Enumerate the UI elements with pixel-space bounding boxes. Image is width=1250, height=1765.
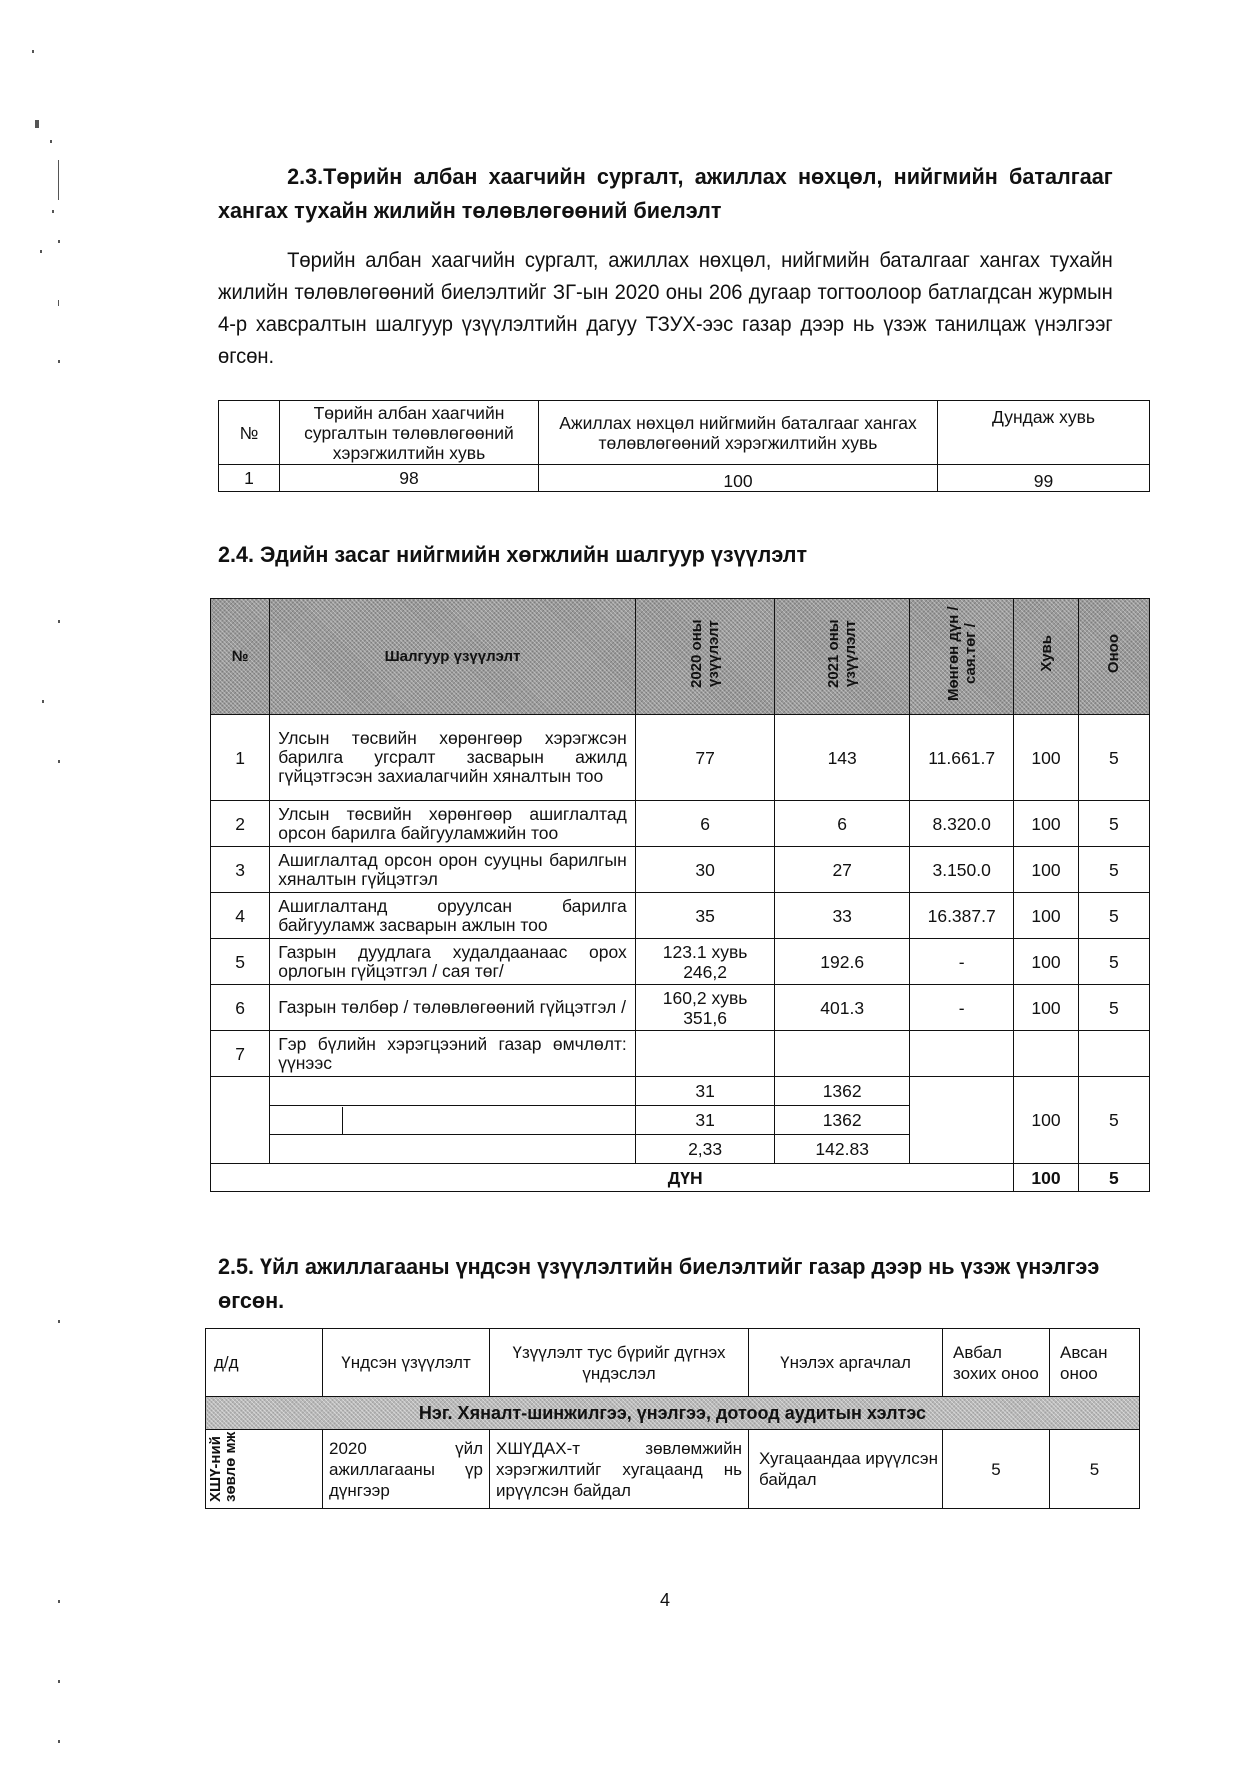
- header-2020-text: 2020 оны үзүүлэлт: [688, 619, 723, 688]
- cell-score: [1078, 1031, 1149, 1077]
- cell-2021: 401.3: [775, 985, 910, 1031]
- department-band: Нэг. Хяналт-шинжилгээ, үнэлгээ, дотоод аудитын хэлтэс: [206, 1397, 1140, 1430]
- cell-pct: 100: [1014, 847, 1078, 893]
- cell-no: 3: [211, 847, 270, 893]
- cell-2021: 143: [775, 715, 910, 801]
- cell-no: 6: [211, 985, 270, 1031]
- table-row: [206, 1430, 1140, 1509]
- cell-score: 5: [1078, 1077, 1149, 1164]
- cell-amount: 8.320.0: [909, 801, 1013, 847]
- cell-2020-line2: 351,6: [683, 1007, 727, 1028]
- table-row: [211, 939, 1150, 985]
- header-training-pct: Төрийн албан хаагчийн сургалтын төлөвлөгөөний хэрэгжилтийн хувь: [280, 401, 539, 465]
- training-conditions-table: [218, 400, 1150, 492]
- activity-indicators-table: [205, 1328, 1140, 1509]
- cell-criterion: Улсын төсвийн хөрөнгөөр хэрэгжсэн барилга угсралт засварын ажилд гүйцэтгэсэн захиалагчийн хяналтын тоо: [270, 715, 636, 801]
- cell-criterion: Гэр бүлийн хэрэгцээний газар өмчлөлт: үүнээс: [270, 1031, 636, 1077]
- table-row: [211, 893, 1150, 939]
- header-average-pct: Дундаж хувь: [938, 401, 1150, 465]
- scan-margin-artifacts: [30, 40, 60, 1740]
- total-score: 5: [1078, 1164, 1149, 1192]
- cell-amount: 16.387.7: [909, 893, 1013, 939]
- cell-pct: 100: [1014, 715, 1078, 801]
- header-amount: [909, 599, 1013, 715]
- header-score: [1078, 599, 1149, 715]
- header-score-text: Оноо: [1105, 633, 1123, 674]
- total-pct: 100: [1014, 1164, 1078, 1192]
- cell-2020-line1: 160,2 хувь: [662, 987, 748, 1008]
- cell-amount-empty: [909, 1077, 1013, 1164]
- section-2-3-paragraph-text: Төрийн албан хаагчийн сургалт, ажиллах нөхцөл, нийгмийн баталгааг хангах тухайн жилийн төлөвлөгөөний биелэлтийг ЗГ-ын 2020 оны 206 дугаар тогтоолоор батлагдсан журмын 4-р хавсралтын шалгуур үзүүлэлтийн дагуу ТЗУХ-ээс газар дээр нь үзэж танилцаж үнэлгээг өгсөн.: [218, 249, 1113, 368]
- table-subrow: [211, 1077, 1150, 1106]
- cell-2020: 31: [635, 1106, 775, 1135]
- table-row: [211, 847, 1150, 893]
- cell-basis: ХШҮДАХ-т зөвлөмжийн хэрэгжилтийг хугацаанд нь ирүүлсэн байдал: [490, 1430, 749, 1509]
- cell-criterion: Газрын дуудлага худалдаанаас орох орлогын гүйцэтгэл / сая төг/: [270, 939, 636, 985]
- cell-score: 5: [1078, 715, 1149, 801]
- header-pct: [1014, 599, 1078, 715]
- cell-pct: 100: [1014, 801, 1078, 847]
- cell-2020: 30: [635, 847, 775, 893]
- header-method: Үнэлэх аргачлал: [749, 1329, 943, 1397]
- cell-score: 5: [1078, 985, 1149, 1031]
- cell-pct: 100: [1014, 1077, 1078, 1164]
- cell-2021: [775, 1031, 910, 1077]
- cell-criterion: Газрын төлбөр / төлөвлөгөөний гүйцэтгэл /: [270, 985, 636, 1031]
- table-header-row: [211, 599, 1150, 715]
- section-2-4-heading: 2.4. Эдийн засаг нийгмийн хөгжлийн шалгуур үзүүлэлт: [218, 542, 808, 567]
- cell-side-label: [206, 1430, 323, 1509]
- cell-2020-line2: 246,2: [683, 961, 727, 982]
- header-basis: Үзүүлэлт тус бүрийг дүгнэх үндэслэл: [490, 1329, 749, 1397]
- cell-criterion-empty: [270, 1106, 636, 1135]
- cell-2020-line1: 123.1 хувь: [662, 941, 748, 962]
- cell-method: Хугацаандаа ирүүлсэн байдал: [749, 1430, 943, 1509]
- cell-2021: 1362: [775, 1077, 910, 1106]
- table-header-row: [219, 401, 1150, 465]
- cell-criterion-empty: [270, 1077, 636, 1106]
- side-label-text: ХШҮ-ний зөвлө мж: [207, 1431, 239, 1502]
- header-no-text: №: [231, 647, 249, 665]
- cell-score: 5: [1078, 893, 1149, 939]
- table-header-row: [206, 1329, 1140, 1397]
- cell-2020: [635, 985, 775, 1031]
- cell-conditions-pct: 100: [539, 465, 938, 492]
- header-no: д/д: [206, 1329, 323, 1397]
- cell-2020: 2,33: [635, 1135, 775, 1164]
- cell-amount: 11.661.7: [909, 715, 1013, 801]
- cell-2021: 6: [775, 801, 910, 847]
- cell-2020: 35: [635, 893, 775, 939]
- cell-average-pct: 99: [938, 465, 1150, 492]
- header-no: [211, 599, 270, 715]
- header-pct-text: Хувь: [1037, 635, 1055, 672]
- cell-score: 5: [1050, 1430, 1140, 1509]
- page-number: 4: [660, 1590, 671, 1610]
- cell-amount: -: [909, 939, 1013, 985]
- cell-2021: 192.6: [775, 939, 910, 985]
- cell-score: 5: [1078, 939, 1149, 985]
- header-amount-text: Мөнгөн дүн / сая.төг /: [944, 606, 979, 701]
- cell-no: 5: [211, 939, 270, 985]
- section-2-3-heading-text: 2.3.Төрийн албан хаагчийн сургалт, ажиллах нөхцөл, нийгмийн баталгааг хангах тухайн жилийн төлөвлөгөөний биелэлт: [218, 164, 1113, 223]
- header-score: Авсан оноо: [1050, 1329, 1140, 1397]
- department-band-row: [206, 1397, 1140, 1430]
- table-row: [211, 1031, 1150, 1077]
- table-row: [211, 985, 1150, 1031]
- total-row: [211, 1164, 1150, 1192]
- section-2-3-heading: [218, 160, 1113, 228]
- header-max-score: Авбал зохих оноо: [943, 1329, 1050, 1397]
- cell-criterion: Улсын төсвийн хөрөнгөөр ашиглалтад орсон барилга байгууламжийн тоо: [270, 801, 636, 847]
- cell-2021: 33: [775, 893, 910, 939]
- header-indicator: Үндсэн үзүүлэлт: [323, 1329, 490, 1397]
- total-label: ДҮН: [211, 1164, 1014, 1192]
- cell-no: 7: [211, 1031, 270, 1077]
- cell-no-empty: [211, 1077, 270, 1164]
- cell-amount: 3.150.0: [909, 847, 1013, 893]
- cell-max-score: 5: [943, 1430, 1050, 1509]
- section-2-5-heading: 2.5. Үйл ажиллагааны үндсэн үзүүлэлтийн биелэлтийг газар дээр нь үзэж үнэлгээ өгсөн.: [218, 1254, 1100, 1313]
- header-2021: [775, 599, 910, 715]
- cell-pct: 100: [1014, 939, 1078, 985]
- cell-pct: 100: [1014, 985, 1078, 1031]
- header-criterion: [270, 599, 636, 715]
- cell-2021: 1362: [775, 1106, 910, 1135]
- cell-2020: [635, 1031, 775, 1077]
- cell-pct: [1014, 1031, 1078, 1077]
- table-row: [219, 465, 1150, 492]
- header-2021-text: 2021 оны үзүүлэлт: [825, 619, 860, 688]
- cell-no: 1: [219, 465, 280, 492]
- header-conditions-pct: Ажиллах нөхцөл нийгмийн баталгааг хангах төлөвлөгөөний хэрэгжилтийн хувь: [539, 401, 938, 465]
- cell-2021: 142.83: [775, 1135, 910, 1164]
- header-no: №: [219, 401, 280, 465]
- table-row: [211, 801, 1150, 847]
- cell-indicator: 2020 үйл ажиллагааны үр дүнгээр: [323, 1430, 490, 1509]
- cell-criterion: Ашиглалтанд оруулсан барилга байгууламж засварын ажлын тоо: [270, 893, 636, 939]
- cell-amount: [909, 1031, 1013, 1077]
- cell-no: 2: [211, 801, 270, 847]
- cell-training-pct: 98: [280, 465, 539, 492]
- cell-no: 4: [211, 893, 270, 939]
- cell-score: 5: [1078, 847, 1149, 893]
- cell-2020: 31: [635, 1077, 775, 1106]
- section-2-3-paragraph: [218, 245, 1113, 373]
- header-2020: [635, 599, 775, 715]
- cell-no: 1: [211, 715, 270, 801]
- cell-criterion-empty: [270, 1135, 636, 1164]
- cell-2020: 6: [635, 801, 775, 847]
- table-row: [211, 715, 1150, 801]
- cell-2020: 77: [635, 715, 775, 801]
- cell-score: 5: [1078, 801, 1149, 847]
- cell-2021: 27: [775, 847, 910, 893]
- cell-amount: -: [909, 985, 1013, 1031]
- cell-2020: [635, 939, 775, 985]
- cell-pct: 100: [1014, 893, 1078, 939]
- cell-criterion: Ашиглалтад орсон орон сууцны барилгын хяналтын гүйцэтгэл: [270, 847, 636, 893]
- socio-economic-criteria-table: [210, 598, 1150, 1192]
- header-criterion-text: Шалгуур үзүүлэлт: [384, 647, 521, 665]
